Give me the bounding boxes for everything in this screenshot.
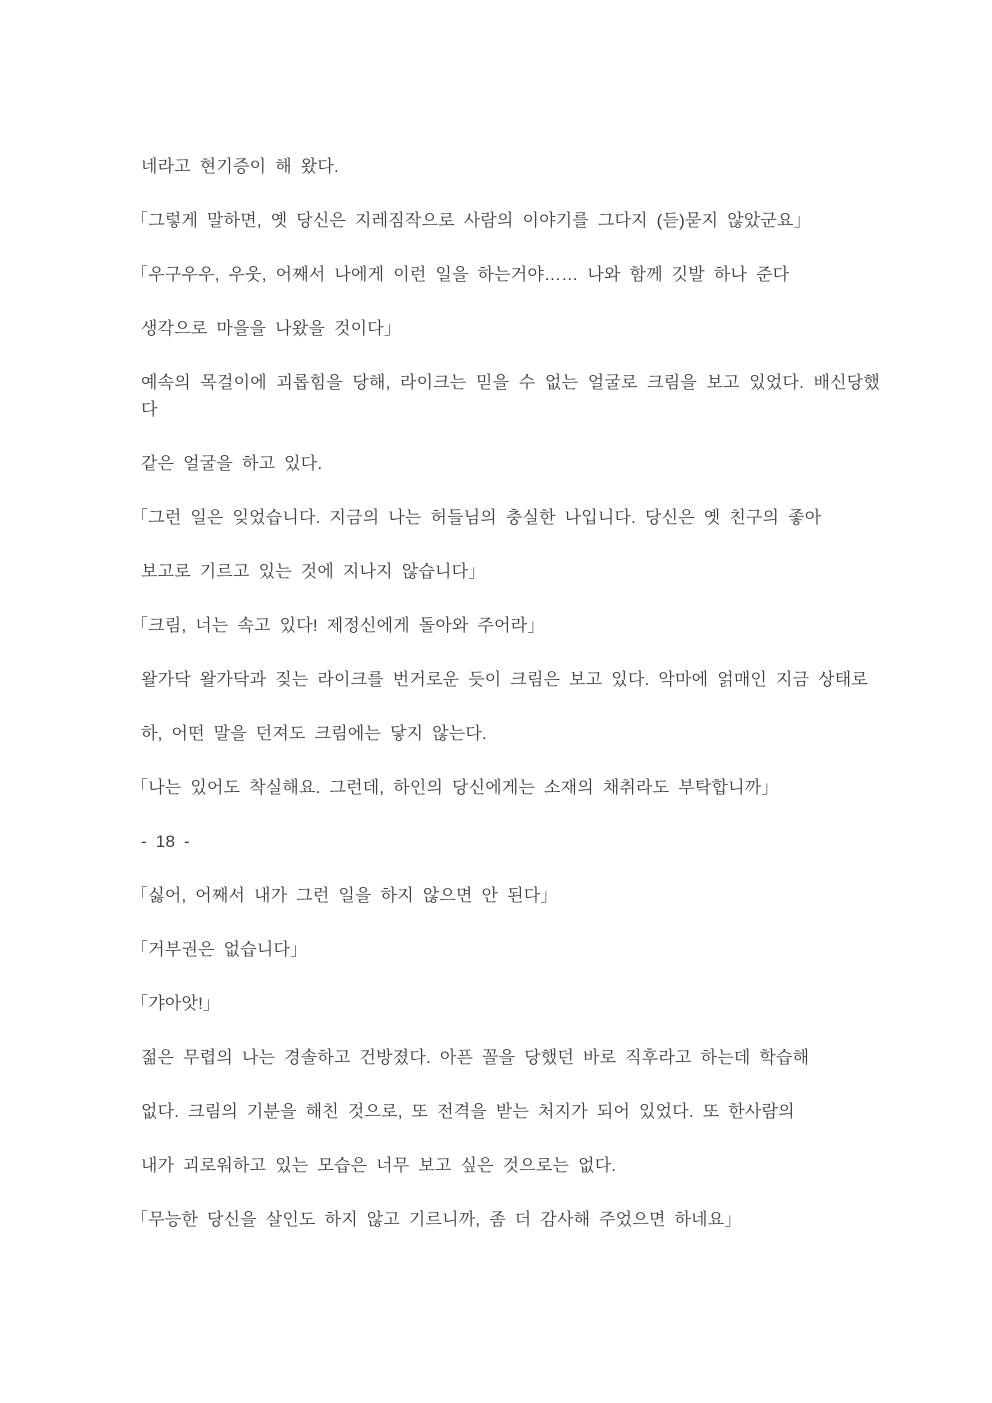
dialogue-line: 「우구우우, 우웃, 어째서 나에게 이런 일을 하는거야…… 나와 함께 깃발 하나 준다 [131,265,790,284]
text-line: 생각으로 마을을 나왔을 것이다」 [141,319,402,338]
dialogue-line: 「그런 일은 잊었습니다. 지금의 나는 허들님의 충실한 나입니다. 당신은 옛 친구의 좋아 [131,508,822,527]
dialogue-line: 「거부권은 없습니다」 [131,940,308,959]
text-line: 젊은 무렵의 나는 경솔하고 건방졌다. 아픈 꼴을 당했던 바로 직후라고 하는데 학습해 [141,1048,810,1067]
text-line: 왈가닥 왈가닥과 짖는 라이크를 번거로운 듯이 크림은 보고 있다. 악마에 얽매인 지금 상태로 [141,670,869,689]
page-number: - 18 - [141,832,190,851]
text-line: 내가 괴로워하고 있는 모습은 너무 보고 싶은 것으로는 없다. [141,1156,617,1175]
text-line: 같은 얼굴을 하고 있다. [141,454,323,473]
dialogue-line: 「갸아앗!」 [131,994,221,1013]
dialogue-line: 「싫어, 어째서 내가 그런 일을 하지 않으면 안 된다」 [131,886,558,905]
dialogue-line: 「크림, 너는 속고 있다! 제정신에게 돌아와 주어라」 [131,616,545,635]
dialogue-line: 「무능한 당신을 살인도 하지 않고 기르니까, 좀 더 감사해 주었으면 하네요」 [131,1210,742,1229]
text-line: 네라고 현기증이 해 왔다. [141,157,339,176]
dialogue-line: 「그렇게 말하면, 옛 당신은 지레짐작으로 사람의 이야기를 그다지 (듣)묻지 않았군요」 [131,211,811,230]
text-line: 없다. 크림의 기분을 해친 것으로, 또 전격을 받는 처지가 되어 있었다. 또 한사람의 [141,1102,795,1121]
text-line: 하, 어떤 말을 던져도 크림에는 닿지 않는다. [141,724,487,743]
text-line: 보고로 기르고 있는 것에 지나지 않습니다」 [141,562,486,581]
text-line-wrapped: 예속의 목걸이에 괴롭힘을 당해, 라이크는 믿을 수 없는 얼굴로 크림을 보고 있었다. 배신당했다 [141,373,880,419]
dialogue-line: 「나는 있어도 착실해요. 그런데, 하인의 당신에게는 소재의 채취라도 부탁합니까」 [131,778,779,797]
